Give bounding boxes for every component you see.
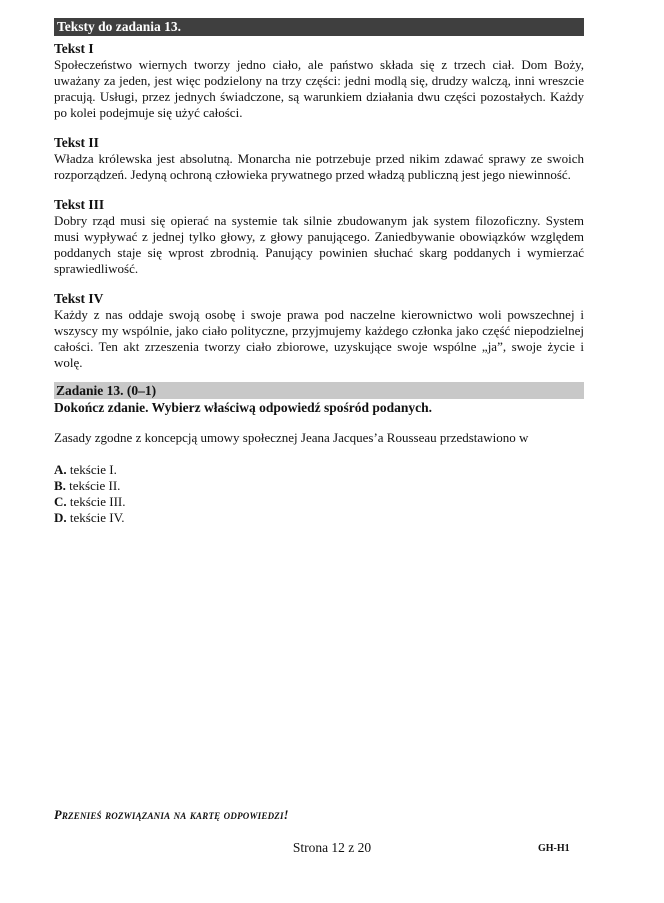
task-instruction: Dokończ zdanie. Wybierz właściwą odpowiedź spośród podanych. [54, 400, 433, 415]
answer-option-c[interactable] [54, 494, 584, 510]
page-number: Strona 12 z 20 [292, 840, 372, 855]
footer-instruction: Przenieś rozwiązania na kartę odpowiedzi! [54, 808, 289, 822]
text-block-2 [54, 135, 584, 183]
text-body: Władza królewska jest absolutną. Monarcha nie potrzebuje przed nikim zdawać sprawy ze swoich rozporządzeń. Jedyną ochroną człowieka prywatnego przed władzą publiczną jest jego niewinność. [54, 151, 584, 182]
text-body: Społeczeństwo wiernych tworzy jedno ciało, ale państwo składa się z trzech ciał. Dom Boży, uważany za jeden, jest więc podzielony na trzy części: jedni modlą się, drudzy walczą, inni wreszcie pracują. Usługi, przez jednych świadczone, są warunkiem działania dwu części pozostałych. Każdy po kolei podejmuje się użyć całości. [54, 57, 584, 120]
answer-option-d[interactable] [54, 510, 584, 526]
exam-code: GH-H1 [538, 843, 570, 854]
answer-option-b[interactable] [54, 478, 584, 494]
option-letter: B. [54, 478, 66, 493]
option-letter: C. [54, 494, 67, 509]
option-text: tekście III. [69, 494, 126, 509]
exam-page [54, 18, 584, 526]
option-letter: A. [54, 462, 67, 477]
option-text: tekście II. [69, 478, 121, 493]
text-body: Każdy z nas oddaje swoją osobę i swoje prawa pod naczelne kierownictwo woli powszechnej i wszyscy my wspólnie, jako ciało polityczne, przyjmujemy każdego członka jako część niepodzielnej całości. Ten akt zrzeszenia tworzy ciało zbiorowe, uzyskujące swoje wspólne „ja”, swoje życie i wolę. [54, 307, 584, 370]
text-title: Tekst III [54, 197, 105, 212]
answer-option-a[interactable] [54, 462, 584, 478]
option-text: tekście I. [69, 462, 117, 477]
text-block-4 [54, 291, 584, 371]
text-block-1 [54, 41, 584, 121]
text-title: Tekst I [54, 41, 94, 56]
option-letter: D. [54, 510, 67, 525]
text-block-3 [54, 197, 584, 277]
option-text: tekście IV. [69, 510, 125, 525]
answer-options [54, 462, 584, 526]
text-body: Dobry rząd musi się opierać na systemie tak silnie zbudowanym jak system filozoficzny. System musi wypływać z jednej tylko głowy, z głowy panującego. Zaniedbywanie obowiązków względem poddanych staje się wprost zbrodnią. Panujący powinien słuchać skarg poddanych i wymierzać sprawiedliwość. [54, 213, 584, 276]
text-title: Tekst IV [54, 291, 104, 306]
section-header: Teksty do zadania 13. [54, 18, 584, 36]
task-header: Zadanie 13. (0–1) [54, 382, 584, 399]
text-title: Tekst II [54, 135, 99, 150]
task-question: Zasady zgodne z koncepcją umowy społecznej Jeana Jacques’a Rousseau przedstawiono w [54, 430, 529, 445]
